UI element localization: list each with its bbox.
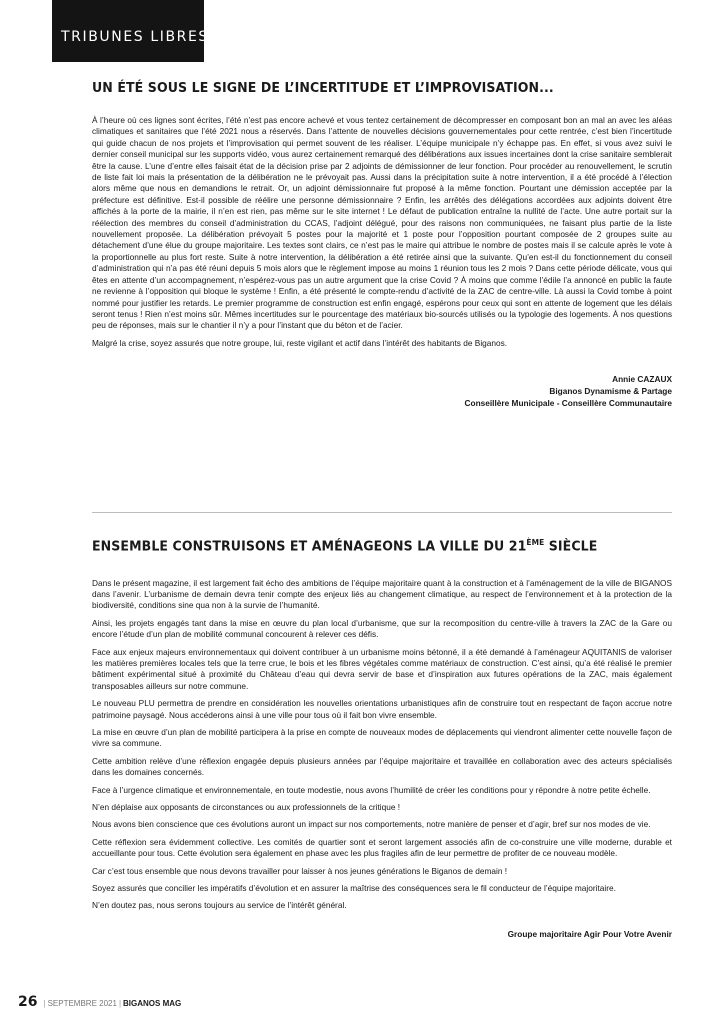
page-number: 26: [18, 994, 38, 1010]
article-2-paragraph: Cette ambition relève d’une réflexion engagée depuis plusieurs années par l’équipe majoritaire et travaillée en collaboration avec des acteurs spécialisés dans les domaines concernés.: [92, 755, 672, 778]
section-label: TRIBUNES LIBRES: [61, 29, 209, 45]
article-2-title: [92, 534, 631, 556]
article-2-title-sup: ÈME: [526, 538, 545, 547]
article-2-paragraph: Face aux enjeux majeurs environnementaux qui doivent contribuer à un urbanisme moins bétonné, il a été demandé à l’aménageur AQUITANIS de valoriser les matières premières locales tels que la terre crue, le bois et les fibres végétales comme matériaux de construction. C’est ainsi, qu’a été réalisé le premier bâtiment expérimental situé à proximité du Château d’eau qui devra servir de base et d’inspiration aux futures opérations de la ZAC, mais également transposables ailleurs sur notre commune.: [92, 646, 672, 691]
article-2-paragraph: Car c’est tous ensemble que nous devons travailler pour laisser à nos jeunes générations le Biganos de demain !: [92, 865, 508, 876]
article-2-title-main: ENSEMBLE CONSTRUISONS ET AMÉNAGEONS LA VILLE DU 21: [92, 538, 527, 555]
signature-name: Annie CAZAUX: [612, 374, 672, 385]
footer-issue: SEPTEMBRE 2021: [47, 999, 117, 1008]
article-2-paragraph: Face à l’urgence climatique et environnementale, en toute modestie, nous avons l’humilité de créer les conditions pour y répondre à notre petite échelle.: [92, 784, 651, 795]
article-2-paragraph: Le nouveau PLU permettra de prendre en considération les nouvelles orientations urbanistiques afin de construire tout en respectant de façon accrue notre patrimoine paysagé. Nous accéderons ainsi à une ville pour tous où il fait bon vivre ensemble.: [92, 698, 672, 720]
article-tribune-1: [92, 80, 672, 409]
article-2-paragraph: La mise en œuvre d’un plan de mobilité participera à la prise en compte de nouveaux modes de déplacements qui viendront alimenter cette nouvelle façon de vivre sa commune.: [92, 726, 672, 749]
article-2-paragraph: N’en doutez pas, nous serons toujours au service de l’intérêt général.: [92, 900, 347, 911]
section-divider: [92, 512, 672, 513]
article-2-paragraph: Soyez assurés que concilier les impératifs d’évolution et en assurer la maîtrise des conséquences sera le fil conducteur de l’équipe majoritaire.: [92, 883, 616, 894]
article-2-paragraph: N’en déplaise aux opposants de circonstances ou aux professionnels de la critique !: [92, 802, 401, 812]
signature-role: Conseillère Municipale - Conseillère Communautaire: [464, 398, 672, 409]
article-1-title: UN ÉTÉ SOUS LE SIGNE DE L’INCERTITUDE ET L’IMPROVISATION...: [92, 80, 554, 96]
page-footer: [18, 994, 181, 1010]
footer-magazine: BIGANOS MAG: [123, 999, 182, 1008]
article-1-paragraph: À l’heure où ces lignes sont écrites, l’été n’est pas encore achevé et vous tentez certainement de décompresser en composant bon an mal an avec les aléas climatiques et sanitaires que l’été 2021 nous a réservés. Dans l’attente de nouvelles décisions gouvernementales pour cette rentrée, c’est bien l’incertitude qui guide chacun de nos projets et l’improvisation qui permet souvent de les réaliser. L’équipe municipale n’y échappe pas. En effet, si vous avez suivi le dernier conseil municipal sur les supports vidéo, vous aurez certainement remarqué des délibérations aux issues incertaines dont la crise sanitaire semblerait être la cause. L’une d’entre elles faisait état de la décision prise par 2 adjoints de démissionner de leur fonction. Pour procéder au renouvellement, le scrutin de liste fait loi mais la présentation de la délibération ne le prévoyait pas. Aussi dans la précipitation suite à notre intervention, il a été procédé à l’élection alors même que nous en demandions le retrait. Or, un adjoint démissionnaire fut proposé à la même fonction. Pourtant une démission acceptée par la préfecture est définitive. Est-il possible de réélire une personne démissionnaire ? Enfin, les arrêtés des délégations accordées aux adjoints doivent être affichés à la porte de la mairie, il n’en est rien, pas même sur le site internet ! Le défaut de publication entraîne la nullité de l’acte. Une autre portait sur la réélection des membres du conseil d’administration du CCAS, l’adjoint délégué, pour des raisons non communiquées, ne faisant plus partie de la liste nouvellement proposée. La délibération prévoyait 5 postes pour la majorité et 1 poste pour l’opposition pourtant composée de 2 groupes suite au détachement d’une élue du groupe majoritaire. Les textes sont clairs, ce n’est pas le maire qui attribue le nombre de postes mais il se calcule après le vote à la proportionnelle au plus fort reste. Suite à notre intervention, la délibération a été retirée ainsi que la suivante. Qu’en est-il du fonctionnement du conseil d’administration qui n’a pas été réuni depuis 5 mois alors que le règlement impose au moins 1 réunion tous les 2 mois ? Dans cette période délicate, vous qui êtes en attente d’un accompagnement, n’espérez-vous pas un autre argument que la crise Covid ? À moins que comme l’édile l’a annoncé en public la faute ne revienne à l’opposition qui bloque le système ! Enfin, a été présenté le compte-rendu d’activité de la ZAC de centre-ville. Là aussi la Covid tombe à point nommé pour justifier les retards. Le premier programme de construction est enfin engagé, espérons pour ceux qui sont en attente de logement que les délais seront tenus ! Rien n’est moins sûr. Mêmes incertitudes sur le pourcentage des matériaux bio-sourcés utilisés ou la typologie des logements. À nos questions peu de réponses, mais sur le chantier il n’y a pour l’instant que du béton et de l’acier.: [92, 115, 672, 331]
article-2-paragraph: Dans le présent magazine, il est largement fait écho des ambitions de l’équipe majoritaire quant à la construction et à l’aménagement de la ville de BIGANOS dans l’avenir. L’urbanisme de demain devra tenir compte des enjeux liés au changement climatique, au respect de l’environnement et à la protection de la biodiversité, conditions sine qua non à la survie de l’humanité.: [92, 577, 672, 611]
article-2-paragraph: Ainsi, les projets engagés tant dans la mise en œuvre du plan local d’urbanisme, que sur la recomposition du centre-ville à travers la ZAC de la Gare ou encore l’étude d’un plan de mobilité communal concourent à relever ces défis.: [92, 617, 672, 640]
article-2-signature: Groupe majoritaire Agir Pour Votre Avenir: [507, 928, 672, 939]
article-2-paragraph: Nous avons bien conscience que ces évolutions auront un impact sur nos comportements, notre manière de penser et d’agir, bref sur nos modes de vie.: [92, 819, 651, 830]
article-tribune-2: [92, 534, 672, 940]
footer-separator: |: [118, 999, 122, 1008]
signature-group: Biganos Dynamisme & Partage: [549, 386, 672, 397]
article-2-title-end: SIÈCLE: [544, 538, 598, 555]
article-1-paragraph: Malgré la crise, soyez assurés que notre groupe, lui, reste vigilant et actif dans l’intérêt des habitants de Biganos.: [92, 337, 508, 348]
article-1-signature: [92, 373, 672, 409]
footer-separator: |: [43, 999, 46, 1008]
article-2-paragraph: Cette réflexion sera évidemment collective. Les comités de quartier sont et seront largement associés afin de co-construire une ville moderne, durable et accueillante pour tous. Cette évolution sera également en phase avec les plus fragiles afin de leur permettre de profiter de ce nouveau modèle.: [92, 836, 672, 859]
